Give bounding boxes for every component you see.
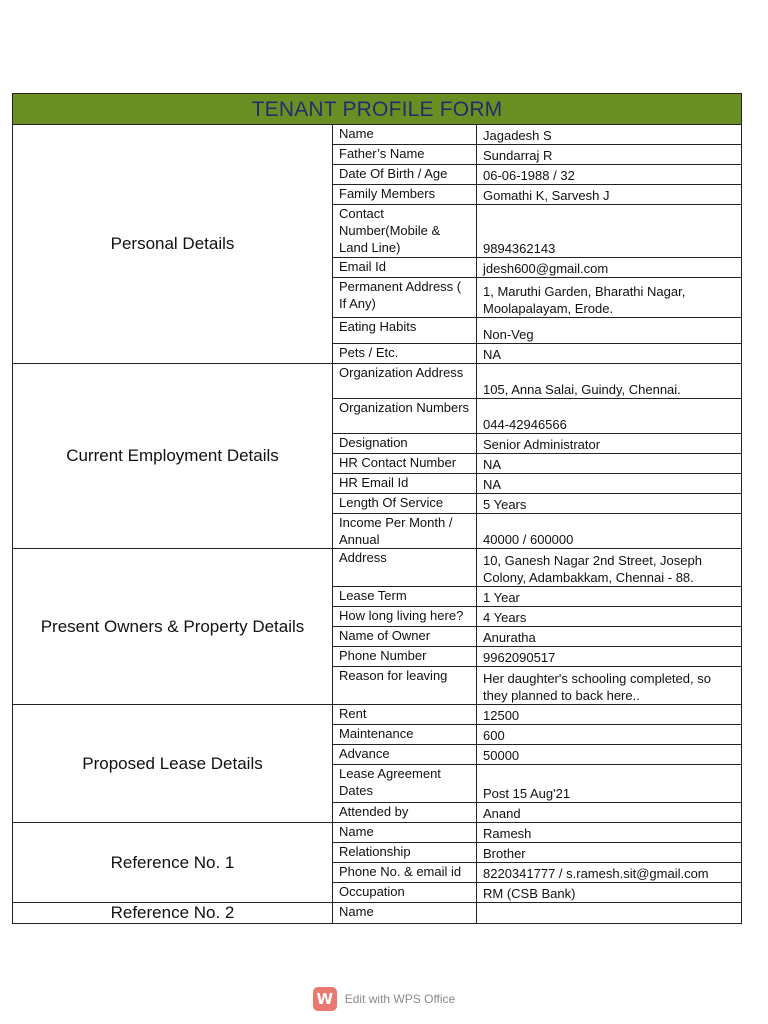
field-label: Eating Habits (333, 318, 477, 344)
field-value: Ramesh (477, 823, 742, 843)
field-value: 12500 (477, 705, 742, 725)
field-value: Non-Veg (477, 318, 742, 344)
wps-edit-text: Edit with WPS Office (344, 992, 456, 1006)
field-value: Anuratha (477, 627, 742, 647)
section-heading: Present Owners & Property Details (13, 549, 333, 705)
form-title: TENANT PROFILE FORM (13, 94, 742, 125)
field-value: NA (477, 454, 742, 474)
field-value: 105, Anna Salai, Guindy, Chennai. (477, 364, 742, 399)
form-row (13, 549, 742, 587)
field-label: Name of Owner (333, 627, 477, 647)
field-label: HR Email Id (333, 474, 477, 494)
form-row (13, 903, 742, 924)
section-heading: Current Employment Details (13, 364, 333, 549)
field-value: Post 15 Aug'21 (477, 765, 742, 803)
field-label: Name (333, 125, 477, 145)
field-value: Jagadesh S (477, 125, 742, 145)
tenant-profile-table (12, 93, 742, 924)
form-row (13, 823, 742, 843)
field-label: Income Per Month / Annual (333, 514, 477, 549)
field-value: 8220341777 / s.ramesh.sit@gmail.com (477, 863, 742, 883)
form-row (13, 364, 742, 399)
field-value: Her daughter's schooling completed, so they planned to back here.. (477, 667, 742, 705)
field-value: Brother (477, 843, 742, 863)
field-value: Anand (477, 803, 742, 823)
field-label: Permanent Address ( If Any) (333, 278, 477, 318)
field-value: Sundarraj R (477, 145, 742, 165)
field-value: NA (477, 344, 742, 364)
field-value: 600 (477, 725, 742, 745)
field-label: Advance (333, 745, 477, 765)
field-label: Father’s Name (333, 145, 477, 165)
field-label: Reason for leaving (333, 667, 477, 705)
field-value: 10, Ganesh Nagar 2nd Street, Joseph Colony, Adambakkam, Chennai - 88. (477, 549, 742, 587)
field-label: Phone Number (333, 647, 477, 667)
field-label: Email Id (333, 258, 477, 278)
field-label: Contact Number(Mobile & Land Line) (333, 205, 477, 258)
field-value: 044-42946566 (477, 399, 742, 434)
field-label: Length Of Service (333, 494, 477, 514)
field-value (477, 903, 742, 924)
field-value: 4 Years (477, 607, 742, 627)
field-value: 5 Years (477, 494, 742, 514)
section-heading: Personal Details (13, 125, 333, 364)
field-label: Name (333, 903, 477, 924)
field-label: Phone No. & email id (333, 863, 477, 883)
field-value: 50000 (477, 745, 742, 765)
field-label: How long living here? (333, 607, 477, 627)
field-value: 06-06-1988 / 32 (477, 165, 742, 185)
field-label: Rent (333, 705, 477, 725)
field-label: Family Members (333, 185, 477, 205)
field-value: 1 Year (477, 587, 742, 607)
section-heading: Proposed Lease Details (13, 705, 333, 823)
field-value: NA (477, 474, 742, 494)
form-row (13, 125, 742, 145)
field-label: Attended by (333, 803, 477, 823)
wps-footer[interactable] (0, 987, 768, 1011)
field-label: Address (333, 549, 477, 587)
field-label: Maintenance (333, 725, 477, 745)
field-label: Relationship (333, 843, 477, 863)
field-label: Pets / Etc. (333, 344, 477, 364)
wps-logo-icon: W (313, 987, 337, 1011)
section-heading: Reference No. 2 (13, 903, 333, 924)
field-value: Gomathi K, Sarvesh J (477, 185, 742, 205)
field-label: Date Of Birth / Age (333, 165, 477, 185)
field-label: Designation (333, 434, 477, 454)
field-value: 40000 / 600000 (477, 514, 742, 549)
field-label: Occupation (333, 883, 477, 903)
form-row (13, 705, 742, 725)
field-label: Name (333, 823, 477, 843)
field-value: RM (CSB Bank) (477, 883, 742, 903)
field-label: Lease Term (333, 587, 477, 607)
field-label: Organization Address (333, 364, 477, 399)
field-value: 1, Maruthi Garden, Bharathi Nagar, Moolapalayam, Erode. (477, 278, 742, 318)
field-value: Senior Administrator (477, 434, 742, 454)
field-value: 9894362143 (477, 205, 742, 258)
field-value: jdesh600@gmail.com (477, 258, 742, 278)
field-value: 9962090517 (477, 647, 742, 667)
field-label: Organization Numbers (333, 399, 477, 434)
form-header-row (13, 94, 742, 125)
field-label: Lease Agreement Dates (333, 765, 477, 803)
section-heading: Reference No. 1 (13, 823, 333, 903)
field-label: HR Contact Number (333, 454, 477, 474)
